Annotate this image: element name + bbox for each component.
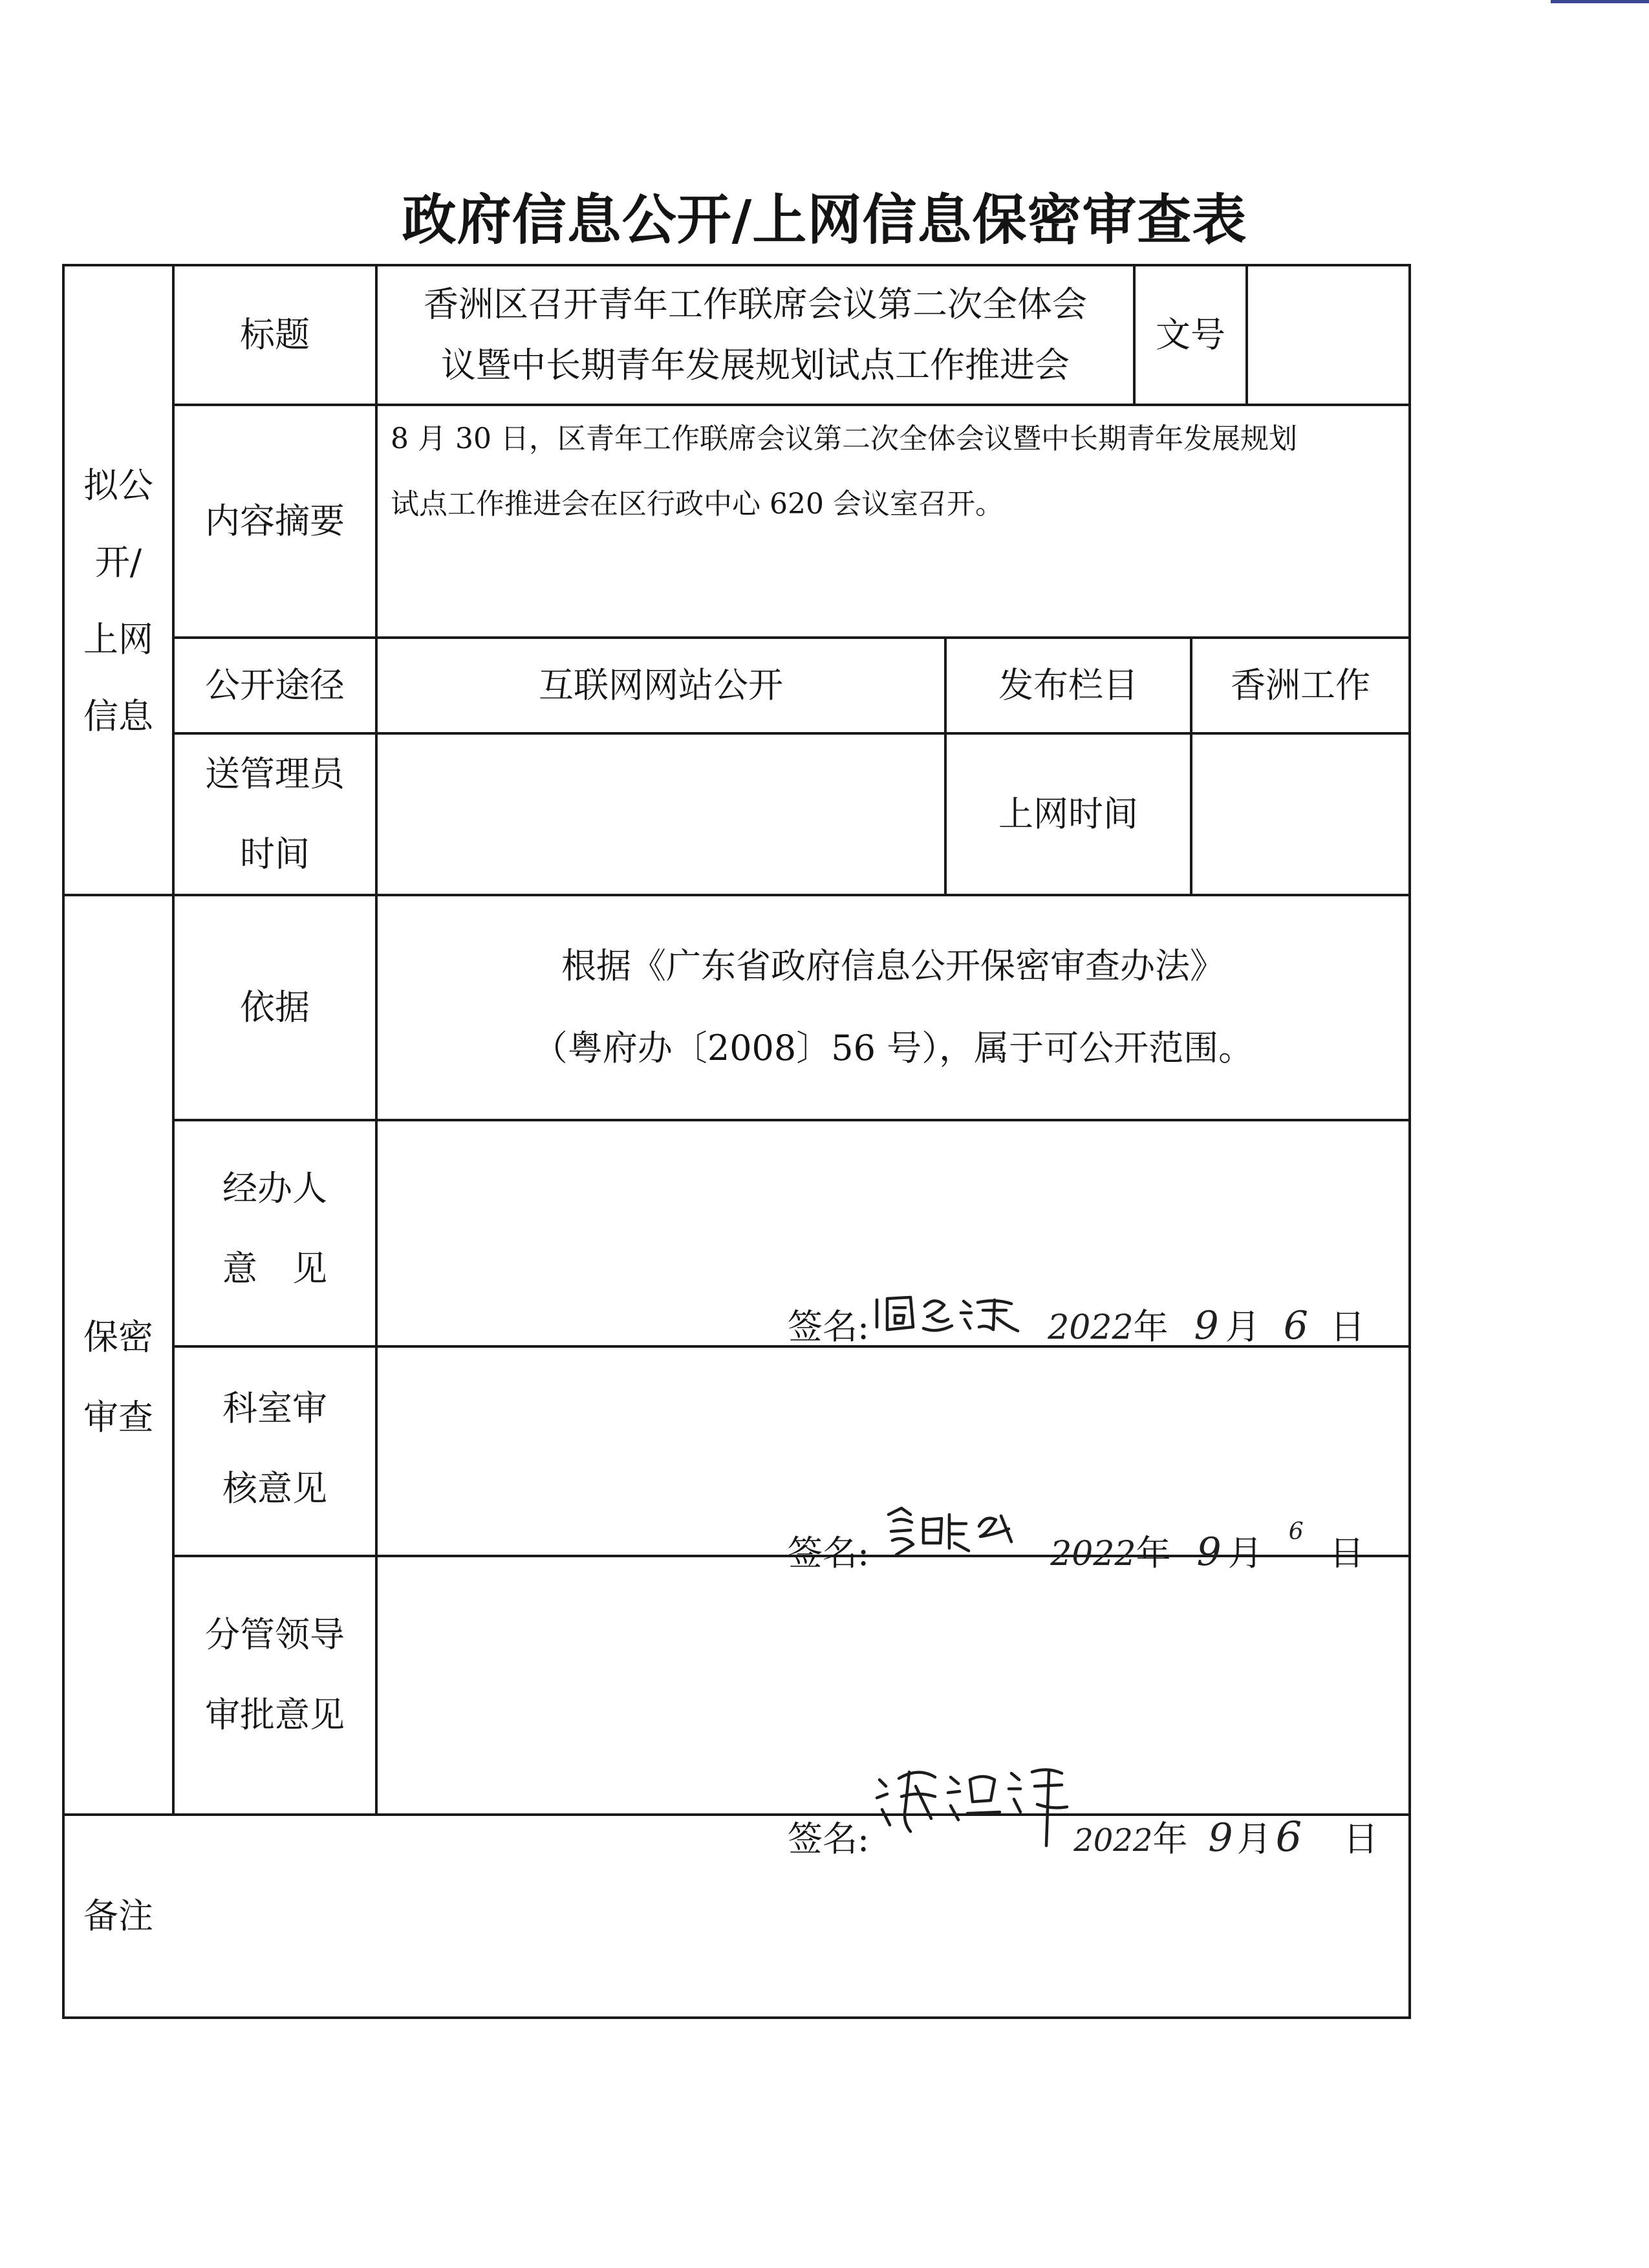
online-time-label: 上网时间 <box>998 793 1138 834</box>
section-review-label <box>65 1268 172 1487</box>
dept-sign-month: 9 <box>1196 1529 1222 1575</box>
year-unit: 年 <box>1152 1819 1188 1859</box>
doc-no-value <box>1248 266 1408 404</box>
sign-label: 签名: <box>788 1306 870 1347</box>
section-review-label-line: 审查 <box>83 1397 153 1438</box>
admin-time-label <box>175 735 375 894</box>
remarks-value <box>175 1816 1408 2016</box>
handler-sign-row <box>788 1287 1365 1349</box>
doc-no-label: 文号 <box>1156 314 1225 355</box>
leader-approval-label-line: 分管领导 <box>205 1614 345 1655</box>
handler-opinion-label <box>175 1138 375 1319</box>
year-unit: 年 <box>1136 1533 1171 1573</box>
admin-time-label-line: 送管理员 <box>205 753 345 794</box>
column-label: 发布栏目 <box>998 664 1138 706</box>
dept-opinion-label-line: 核意见 <box>222 1468 327 1509</box>
title-value <box>378 266 1133 404</box>
handwritten-signature-icon <box>882 1500 1031 1565</box>
basis-value-line: 根据《广东省政府信息公开保密审查办法》 <box>561 945 1225 987</box>
dept-sign-year: 2022 <box>1050 1535 1136 1573</box>
row-divider-basis <box>172 1119 1411 1121</box>
section-info-label-line: 信息 <box>83 695 153 737</box>
section-review-label-line: 保密 <box>83 1316 153 1357</box>
year-unit: 年 <box>1133 1306 1169 1347</box>
handler-opinion-label-line: 意 见 <box>222 1248 327 1289</box>
leader-sign-month: 9 <box>1208 1815 1233 1861</box>
handler-sign-year: 2022 <box>1048 1308 1134 1347</box>
day-unit: 日 <box>1330 1306 1365 1347</box>
section-info-label-line: 上网 <box>83 619 153 660</box>
summary-value-line: 试点工作推进会在区行政中心 620 会议室召开。 <box>391 488 1004 521</box>
basis-value-line: （粤府办〔2008〕56 号），属于可公开范围。 <box>532 1028 1254 1068</box>
day-unit: 日 <box>1343 1819 1379 1859</box>
dept-opinion-label <box>175 1365 375 1533</box>
section-info-label-line: 拟公 <box>83 465 153 506</box>
sign-label: 签名: <box>788 1533 870 1573</box>
basis-value <box>378 896 1408 1119</box>
leader-sign-day: 6 <box>1275 1813 1302 1861</box>
dept-sign-row <box>788 1500 1364 1575</box>
dept-sign-day: 6 <box>1288 1518 1304 1545</box>
title-label: 标题 <box>240 314 310 355</box>
summary-value-line: 8 月 30 日，区青年工作联席会议第二次全体会议暨中长期青年发展规划 <box>391 422 1297 455</box>
section-info-label-line: 开/ <box>94 542 142 583</box>
channel-label: 公开途径 <box>205 664 345 706</box>
day-unit: 日 <box>1329 1533 1364 1573</box>
table-border-bottom <box>62 2016 1411 2019</box>
month-unit: 月 <box>1225 1306 1260 1347</box>
scan-edge-mark <box>1551 0 1649 3</box>
leader-approval-label-line: 审批意见 <box>205 1694 345 1735</box>
basis-label: 依据 <box>240 986 310 1028</box>
handler-sign-month: 9 <box>1194 1303 1219 1348</box>
dept-opinion-label-line: 科室审 <box>222 1387 327 1429</box>
leader-approval-label <box>175 1578 375 1772</box>
handler-sign-day: 6 <box>1283 1303 1308 1348</box>
month-unit: 月 <box>1236 1819 1272 1859</box>
leader-sign-year: 2022 <box>1073 1822 1153 1859</box>
section-info-label <box>65 427 172 776</box>
online-time-value <box>1192 735 1408 894</box>
handler-opinion-label-line: 经办人 <box>222 1167 327 1209</box>
summary-label: 内容摘要 <box>205 500 345 541</box>
remarks-label: 备注 <box>83 1895 153 1936</box>
admin-time-value <box>378 735 944 894</box>
column-value: 香洲工作 <box>1231 664 1370 706</box>
table-border-right <box>1408 264 1411 2019</box>
title-value-line: 香洲区召开青年工作联席会议第二次全体会 <box>424 283 1087 325</box>
title-value-line: 议暨中长期青年发展规划试点工作推进会 <box>441 345 1070 385</box>
page-title: 政府信息公开/上网信息保密审查表 <box>402 188 1247 252</box>
channel-value: 互联网网站公开 <box>539 664 783 706</box>
admin-time-label-line: 时间 <box>240 834 310 874</box>
handwritten-signature-icon <box>873 1287 1022 1339</box>
sign-label: 签名: <box>788 1819 870 1859</box>
summary-value <box>391 406 1406 636</box>
month-unit: 月 <box>1227 1533 1263 1573</box>
